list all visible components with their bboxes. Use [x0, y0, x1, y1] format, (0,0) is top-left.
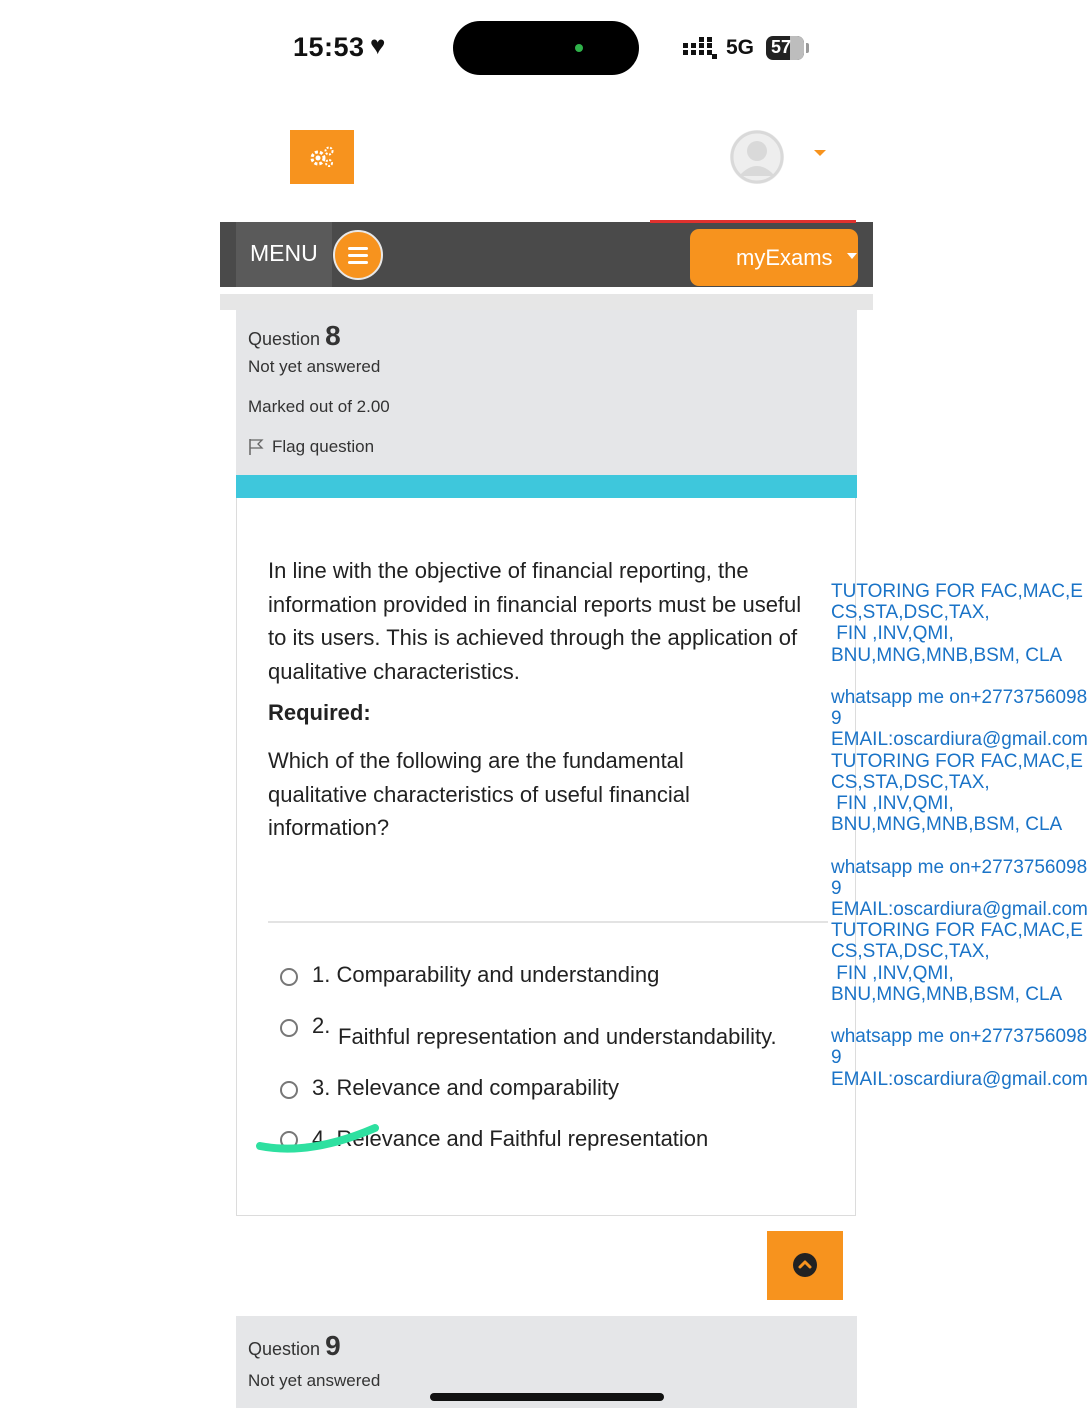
chevron-down-icon[interactable]	[847, 253, 857, 259]
chevron-up-icon	[793, 1253, 817, 1277]
flag-question-link[interactable]	[248, 437, 374, 457]
highlight-scribble	[250, 1112, 390, 1162]
settings-button[interactable]	[290, 130, 354, 184]
question-number: 8	[325, 320, 341, 351]
option-3-label[interactable]	[312, 1075, 619, 1101]
signal-icon	[683, 37, 717, 59]
user-avatar[interactable]	[730, 130, 784, 184]
battery-level: 57	[771, 37, 792, 57]
required-label: Required:	[268, 700, 371, 725]
gears-icon	[309, 145, 335, 169]
question-status: Not yet answered	[248, 357, 381, 376]
option-1-label[interactable]	[312, 962, 659, 988]
flag-icon	[248, 438, 264, 456]
user-menu-caret-icon[interactable]	[814, 150, 826, 156]
hamburger-menu-icon[interactable]	[333, 230, 383, 280]
question-marks: Marked out of 2.00	[248, 397, 390, 416]
option-3-text: Relevance and comparability	[336, 1075, 619, 1100]
question-9-title	[248, 1330, 341, 1362]
flag-question-label[interactable]: Flag question	[272, 437, 375, 456]
option-2-number[interactable]: 2.	[312, 1013, 331, 1038]
network-label: 5G	[726, 36, 755, 59]
answer-divider	[268, 921, 828, 923]
heart-icon: ♥	[370, 30, 386, 60]
user-icon	[730, 130, 784, 184]
status-time: 15:53	[293, 32, 365, 62]
option-3-radio[interactable]	[280, 1081, 298, 1099]
option-4-text: Relevance and Faithful representation	[336, 1126, 709, 1151]
option-1-text: Comparability and understanding	[336, 962, 660, 987]
camera-indicator-icon	[575, 44, 583, 52]
my-exams-label[interactable]: myExams	[736, 245, 833, 270]
option-1-number: 1.	[312, 962, 331, 987]
watermark-text: TUTORING FOR FAC,MAC,ECS,STA,DSC,TAX, FIN ,INV,QMI, BNU,MNG,MNB,BSM, CLA whatsapp me on+27737560989 EMAIL:oscardiura@gmail.comTUTORING FOR FAC,MAC,ECS,STA,DSC,TAX, FIN ,INV,QMI, BNU,MNG,MNB,BSM, CLA whatsapp me on+27737560989 EMAIL:oscardiura@gmail.comTUTORING FOR FAC,MAC,ECS,STA,DSC,TAX, FIN ,INV,QMI, BNU,MNG,MNB,BSM, CLA whatsapp me on+27737560989 EMAIL:oscardiura@gmail.com	[831, 581, 1088, 1090]
question-9-label: Question	[248, 1339, 321, 1359]
option-1-radio[interactable]	[280, 968, 298, 986]
question-9-status: Not yet answered	[248, 1371, 381, 1390]
question-title	[248, 320, 341, 352]
question-text: In line with the objective of financial reporting, the information provided in financial reports must be useful to its users. This is achieved through the application of qualitative characteristics.	[268, 558, 808, 684]
battery-icon	[766, 36, 804, 60]
home-indicator[interactable]	[430, 1393, 664, 1401]
option-2-radio[interactable]	[280, 1019, 298, 1037]
menu-label[interactable]: MENU	[250, 240, 318, 266]
back-to-top-button[interactable]	[767, 1231, 843, 1300]
accent-line	[650, 220, 856, 223]
page-divider	[220, 294, 873, 310]
question-label: Question	[248, 329, 321, 349]
question-header-bar	[236, 475, 857, 498]
option-3-number: 3.	[312, 1075, 331, 1100]
battery-cap	[806, 43, 809, 53]
dynamic-island	[453, 21, 639, 75]
option-2-text[interactable]: Faithful representation and understandability.	[338, 1024, 777, 1049]
option-4-number: 4.	[312, 1126, 331, 1151]
question-prompt: Which of the following are the fundamental qualitative characteristics of useful financial information?	[268, 748, 697, 840]
question-9-number: 9	[325, 1330, 341, 1361]
